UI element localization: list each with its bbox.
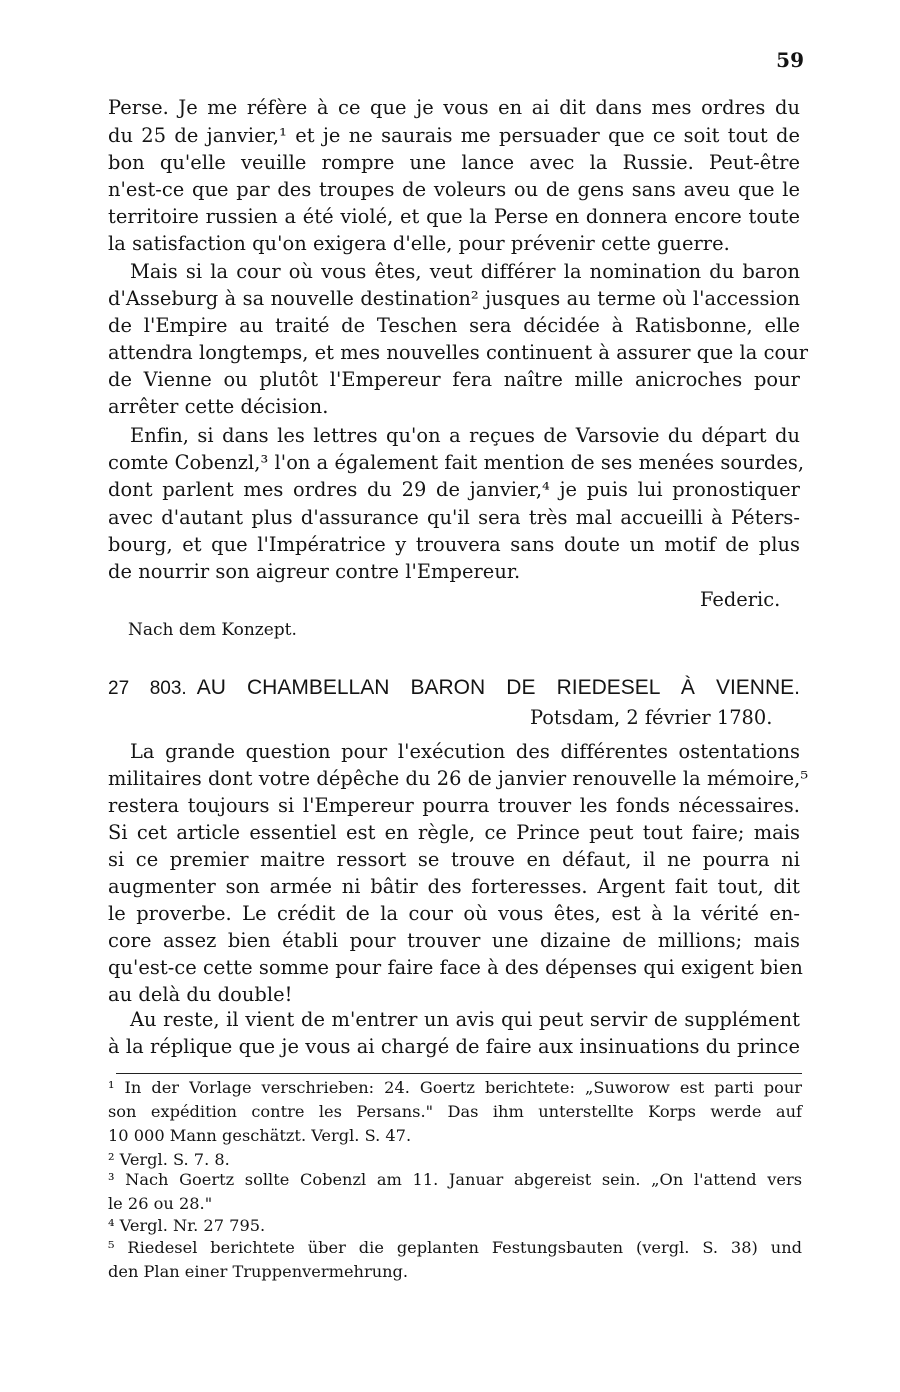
text-line: attendra longtemps, et mes nouvelles continuent à assurer que la cour xyxy=(108,341,809,364)
text-line: de Vienne ou plutôt l'Empereur fera naître mille anicroches pour xyxy=(108,368,800,391)
text-line: au delà du double! xyxy=(108,983,293,1006)
text-line: Mais si la cour où vous êtes, veut différer la nomination du baron xyxy=(130,260,800,283)
letter-number: 27 803. xyxy=(108,678,187,699)
text-line: La grande question pour l'exécution des différentes ostentations xyxy=(130,740,800,763)
text-line: qu'est-ce cette somme pour faire face à des dépenses qui exigent bien xyxy=(108,956,803,979)
text-line: restera toujours si l'Empereur pourra trouver les fonds nécessaires. xyxy=(108,794,800,817)
text-line: le proverbe. Le crédit de la cour où vous êtes, est à la vérité en- xyxy=(108,902,800,925)
text-line: arrêter cette décision. xyxy=(108,395,329,418)
footnote-line: son expédition contre les Persans." Das ihm unterstellte Korps werde auf xyxy=(108,1102,802,1121)
text-line: à la réplique que je vous ai chargé de faire aux insinuations du prince xyxy=(108,1035,800,1058)
text-line: du 25 de janvier,¹ et je ne saurais me persuader que ce soit tout de xyxy=(108,124,800,147)
footnote-line: ² Vergl. S. 7. 8. xyxy=(108,1150,230,1169)
text-line: core assez bien établi pour trouver une dizaine de millions; mais xyxy=(108,929,800,952)
letter-title: AU CHAMBELLAN BARON DE RIEDESEL À VIENNE. xyxy=(196,676,800,699)
text-line: si ce premier maitre ressort se trouve en défaut, il ne pourra ni xyxy=(108,848,800,871)
letter-heading xyxy=(108,676,800,700)
footnote-line: ⁴ Vergl. Nr. 27 795. xyxy=(108,1216,266,1235)
text-line: comte Cobenzl,³ l'on a également fait mention de ses menées sourdes, xyxy=(108,451,805,474)
text-line: d'Asseburg à sa nouvelle destination² jusques au terme où l'accession xyxy=(108,287,800,310)
footnote-line: ⁵ Riedesel berichtete über die geplanten Festungsbauten (vergl. S. 38) und xyxy=(108,1238,802,1257)
text-line: territoire russien a été violé, et que la Perse en donnera encore toute xyxy=(108,205,800,228)
place-date: Potsdam, 2 février 1780. xyxy=(530,706,773,729)
text-line: bourg, et que l'Impératrice y trouvera sans doute un motif de plus xyxy=(108,533,800,556)
footnote-line: le 26 ou 28." xyxy=(108,1194,213,1213)
text-line: de l'Empire au traité de Teschen sera décidée à Ratisbonne, elle xyxy=(108,314,800,337)
source-note: Nach dem Konzept. xyxy=(128,620,297,640)
text-line: n'est-ce que par des troupes de voleurs ou de gens sans aveu que le xyxy=(108,178,800,201)
page-number: 59 xyxy=(776,48,804,72)
text-line: dont parlent mes ordres du 29 de janvier,⁴ je puis lui pronostiquer xyxy=(108,478,800,501)
text-line: de nourrir son aigreur contre l'Empereur. xyxy=(108,560,521,583)
footnote-line: ¹ In der Vorlage verschrieben: 24. Goertz berichtete: „Suworow est parti pour xyxy=(108,1078,802,1097)
text-line: augmenter son armée ni bâtir des forteresses. Argent fait tout, dit xyxy=(108,875,800,898)
footnote-line: ³ Nach Goertz sollte Cobenzl am 11. Januar abgereist sein. „On l'attend vers xyxy=(108,1170,802,1189)
footnote-line: den Plan einer Truppenvermehrung. xyxy=(108,1262,409,1281)
text-line: bon qu'elle veuille rompre une lance avec la Russie. Peut-être xyxy=(108,151,800,174)
text-line: Perse. Je me réfère à ce que je vous en ai dit dans mes ordres du xyxy=(108,96,800,119)
text-line: Au reste, il vient de m'entrer un avis qui peut servir de supplément xyxy=(130,1008,800,1031)
footnote-divider xyxy=(116,1073,802,1074)
text-line: Si cet article essentiel est en règle, ce Prince peut tout faire; mais xyxy=(108,821,800,844)
footnote-line: 10 000 Mann geschätzt. Vergl. S. 47. xyxy=(108,1126,412,1145)
text-line: militaires dont votre dépêche du 26 de janvier renouvelle la mémoire,⁵ xyxy=(108,767,809,790)
text-line: avec d'autant plus d'assurance qu'il sera très mal accueilli à Péters- xyxy=(108,506,800,529)
signature: Federic. xyxy=(700,588,781,611)
text-line: la satisfaction qu'on exigera d'elle, pour prévenir cette guerre. xyxy=(108,232,730,255)
text-line: Enfin, si dans les lettres qu'on a reçues de Varsovie du départ du xyxy=(130,424,800,447)
